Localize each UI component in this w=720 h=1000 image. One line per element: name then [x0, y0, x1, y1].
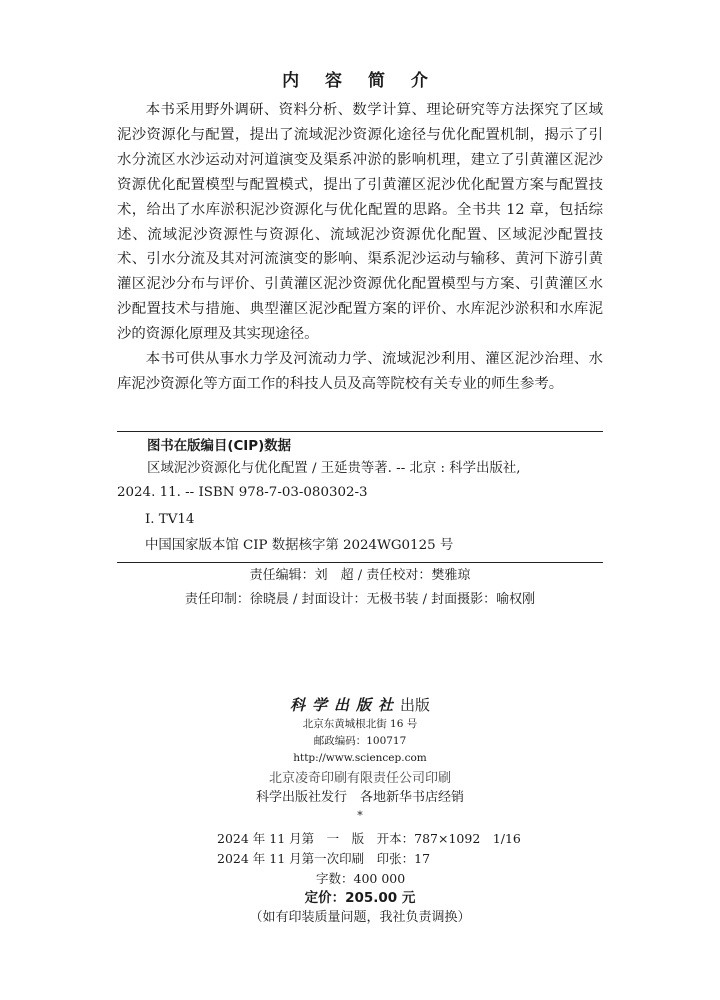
printer-line: 北京凌奇印刷有限责任公司印刷	[268, 771, 451, 786]
quality-note: （如有印装质量问题，我社负责调换）	[249, 910, 471, 925]
publisher-suffix: 出版	[400, 696, 431, 714]
publisher-logo: 科学出版社	[289, 696, 400, 714]
cip-block	[117, 437, 603, 559]
price: 定价：205.00 元	[304, 890, 416, 906]
divider	[117, 431, 603, 432]
edition-line: 2024 年 11 月第一次印刷 印张：17	[217, 851, 431, 866]
word-count: 字数：400 000	[316, 871, 406, 886]
divider	[117, 562, 603, 563]
staff-line: 责任编辑：刘 超 / 责任校对：樊雅琼	[249, 568, 471, 583]
staff-credits	[0, 564, 720, 612]
publisher-name	[0, 694, 720, 716]
distribution-line: 科学出版社发行 各地新华书店经销	[255, 790, 464, 805]
publisher-block	[0, 694, 720, 823]
cip-title-line: 区域泥沙资源化与优化配置 / 王延贵等著. -- 北京 : 科学出版社,	[147, 461, 521, 476]
abstract-paragraph: 本书采用野外调研、资料分析、数学计算、理论研究等方法探究了区域泥沙资源化与配置，提出了流域泥沙资源化途径与优化配置机制，揭示了引水分流区水沙运动对河道演变及渠系冲淤的影响机理，建立了引黄灌区泥沙资源优化配置模型与配置模式，提出了引黄灌区泥沙优化配置方案与配置技术，给出了水库淤积泥沙资源化与优化配置的思路。全书共 12 章，包括综述、流域泥沙资源性与资源化、流域泥沙资源优化配置、区域泥沙配置技术、引水分流及其对河流演变的影响、渠系泥沙运动与输移、黄河下游引黄灌区泥沙分布与评价、引黄灌区泥沙资源优化配置模型与方案、引黄灌区水沙配置技术与措施、典型灌区泥沙配置方案的评价、水库泥沙淤积和水库泥沙的资源化原理及其实现途径。	[117, 102, 603, 343]
publisher-postcode: 邮政编码：100717	[313, 735, 407, 747]
abstract	[117, 98, 603, 397]
cip-record-number: 中国国家版本馆 CIP 数据核字第 2024WG0125 号	[145, 538, 454, 553]
cip-heading: 图书在版编目(CIP)数据	[147, 439, 291, 454]
cip-title-line: 2024. 11. -- ISBN 978-7-03-080302-3	[117, 485, 368, 500]
edition-line: 2024 年 11 月第 一 版 开本：787×1092 1/16	[217, 831, 521, 846]
publisher-url: http://www.sciencep.com	[293, 752, 427, 764]
publisher-address: 北京东黄城根北街 16 号	[302, 718, 418, 730]
separator-star: *	[357, 809, 363, 822]
cip-classification: Ⅰ. TV14	[145, 512, 195, 527]
abstract-paragraph: 本书可供从事水力学及河流动力学、流域泥沙利用、灌区泥沙治理、水库泥沙资源化等方面工作的科技人员及高等院校有关专业的师生参考。	[117, 351, 603, 392]
edition-info	[217, 829, 521, 889]
staff-line: 责任印制：徐晓晨 / 封面设计：无极书装 / 封面摄影：喻权刚	[184, 592, 536, 607]
section-title: 内 容 简 介	[282, 71, 438, 91]
